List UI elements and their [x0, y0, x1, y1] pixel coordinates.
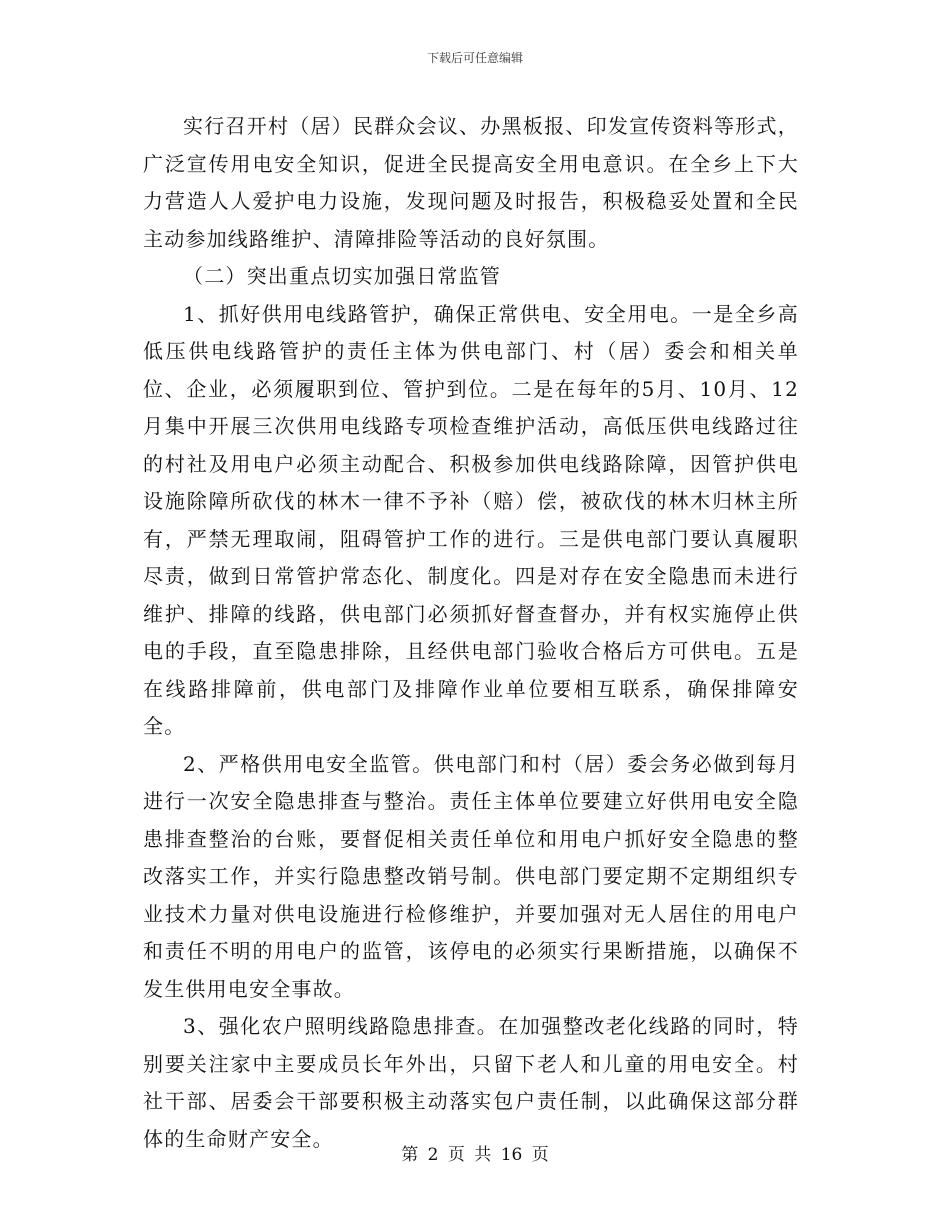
list-item-safety-supervision: 2、严格供用电安全监管。供电部门和村（居）委会务必做到每月进行一次安全隐患排查与整治。责任主体单位要建立好供用电安全隐患排查整治的台账，要督促相关责任单位和用电户抓好安全隐患的整改落实工作，并实行隐患整改销号制。供电部门要定期不定期组织专业技术力量对供电设施进行检修维护，并要加强对无人居住的用电户和责任不明的用电户的监管，该停电的必须实行果断措施，以确保不发生供用电安全事故。	[143, 751, 799, 1001]
paragraph-publicity: 实行召开村（居）民群众会议、办黑板报、印发宣传资料等形式，广泛宣传用电安全知识，促进全民提高安全用电意识。在全乡上下大力营造人人爱护电力设施，发现问题及时报告，积极稳妥处置和全民主动参加线路维护、清障排险等活动的良好氛围。	[143, 114, 799, 251]
list-item-line-management: 1、抓好供用电线路管护，确保正常供电、安全用电。一是全乡高低压供电线路管护的责任主体为供电部门、村（居）委会和相关单位、企业，必须履职到位、管护到位。二是在每年的5月、10月、12月集中开展三次供用电线路专项检查维护活动，高低压供电线路过往的村社及用电户必须主动配合、积极参加供电线路除障，因管护供电设施除障所砍伐的林木一律不予补（赔）偿，被砍伐的林木归林主所有，严禁无理取闹，阻碍管护工作的进行。三是供电部门要认真履职尽责，做到日常管护常态化、制度化。四是对存在安全隐患而未进行维护、排障的线路，供电部门必须抓好督查督办，并有权实施停止供电的手段，直至隐患排除，且经供电部门验收合格后方可供电。五是在线路排障前，供电部门及排障作业单位要相互联系，确保排障安全。	[143, 301, 799, 738]
section-heading: （二）突出重点切实加强日常监管	[183, 264, 501, 288]
page-number: 第 2 页 共 16 页	[401, 1145, 549, 1165]
page-header-note: 下载后可任意编辑	[426, 51, 523, 65]
document-body	[143, 108, 799, 1158]
list-item-lighting-inspection: 3、强化农户照明线路隐患排查。在加强整改老化线路的同时，特别要关注家中主要成员长年外出，只留下老人和儿童的用电安全。村社干部、居委会干部要积极主动落实包户责任制，以此确保这部分群体的生命财产安全。	[143, 1014, 799, 1151]
